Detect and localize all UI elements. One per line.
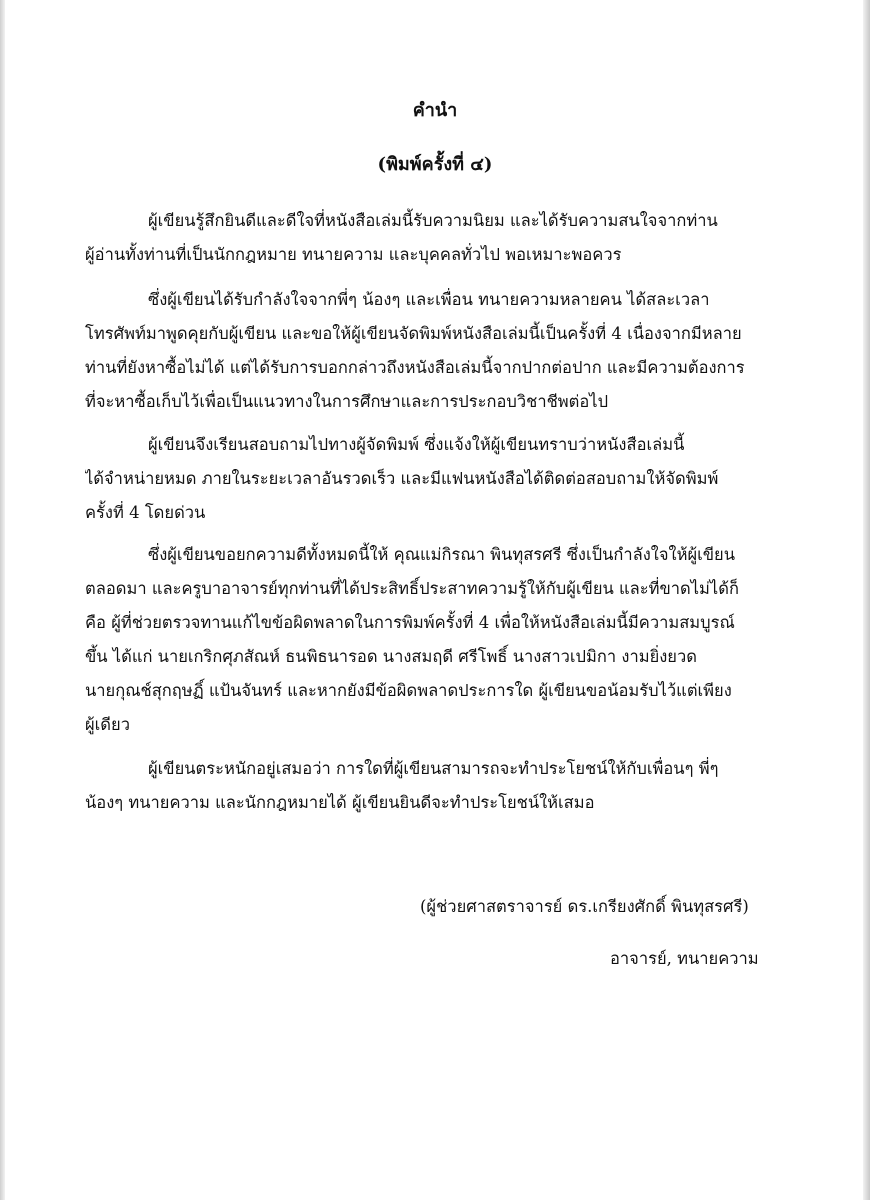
body-line: ตลอดมา และครูบาอาจารย์ทุกท่านที่ได้ประสิทธิ์ประสาทความรู้ให้กับผู้เขียน และที่ขาดไม่ได้ก็ <box>85 579 739 598</box>
body-line: ผู้อ่านทั้งท่านที่เป็นนักกฎหมาย ทนายความ และบุคคลทั่วไป พอเหมาะพอควร <box>85 245 622 264</box>
body-line: ขึ้น ได้แก่ นายเกริกศุภสัณห์ ธนพิธนารอด นางสมฤดี ศรีโพธิ์ นางสาวเปมิกา งามยิ่งยวด <box>85 647 697 666</box>
body-line: ซึ่งผู้เขียนได้รับกำลังใจจากพี่ๆ น้องๆ และเพื่อน ทนายความหลายคน ได้สละเวลา <box>148 290 710 309</box>
page-subtitle: (พิมพ์ครั้งที่ ๔) <box>377 154 493 175</box>
body-line: ผู้เขียนจึงเรียนสอบถามไปทางผู้จัดพิมพ์ ซึ่งแจ้งให้ผู้เขียนทราบว่าหนังสือเล่มนี้ <box>148 435 685 454</box>
page-edge-right <box>863 0 870 1200</box>
body-line: ได้จำหน่ายหมด ภายในระยะเวลาอันรวดเร็ว และมีแฟนหนังสือได้ติดต่อสอบถามให้จัดพิมพ์ <box>85 469 719 488</box>
page-edge-left <box>0 0 5 1200</box>
body-line: ซึ่งผู้เขียนขอยกความดีทั้งหมดนี้ให้ คุณแม่กิรณา พินทุสรศรี ซึ่งเป็นกำลังใจให้ผู้เขียน <box>148 545 735 564</box>
body-line: คือ ผู้ที่ช่วยตรวจทานแก้ไขข้อผิดพลาดในการพิมพ์ครั้งที่ 4 เพื่อให้หนังสือเล่มนี้มีความสมบูรณ์ <box>85 613 735 632</box>
body-line: ครั้งที่ 4 โดยด่วน <box>85 503 206 522</box>
body-line: นายกุณช์สุกฤษฏิ์ แป้นจันทร์ และหากยังมีข้อผิดพลาดประการใด ผู้เขียนขอน้อมรับไว้แต่เพียง <box>85 681 732 700</box>
body-line: น้องๆ ทนายความ และนักกฎหมายได้ ผู้เขียนยินดีจะทำประโยชน์ให้เสมอ <box>85 793 595 812</box>
body-line: ท่านที่ยังหาซื้อไม่ได้ แต่ได้รับการบอกกล่าวถึงหนังสือเล่มนี้จากปากต่อปาก และมีความต้องการ <box>85 358 745 377</box>
body-line: ที่จะหาซื้อเก็บไว้เพื่อเป็นแนวทางในการศึกษาและการประกอบวิชาชีพต่อไป <box>85 392 609 411</box>
body-line: ผู้เดียว <box>85 715 130 734</box>
body-line: โทรศัพท์มาพูดคุยกับผู้เขียน และขอให้ผู้เขียนจัดพิมพ์หนังสือเล่มนี้เป็นครั้งที่ 4 เนื่องจากมีหลาย <box>85 324 742 343</box>
page-title: คำนำ <box>412 100 458 121</box>
body-line: ผู้เขียนรู้สึกยินดีและดีใจที่หนังสือเล่มนี้รับความนิยม และได้รับความสนใจจากท่าน <box>148 211 718 230</box>
signature-position: อาจารย์, ทนายความ <box>610 949 759 968</box>
body-line: ผู้เขียนตระหนักอยู่เสมอว่า การใดที่ผู้เขียนสามารถจะทำประโยชน์ให้กับเพื่อนๆ พี่ๆ <box>148 759 719 778</box>
signature-name: (ผู้ช่วยศาสตราจารย์ ดร.เกรียงศักดิ์ พินทุสรศรี) <box>420 897 749 916</box>
